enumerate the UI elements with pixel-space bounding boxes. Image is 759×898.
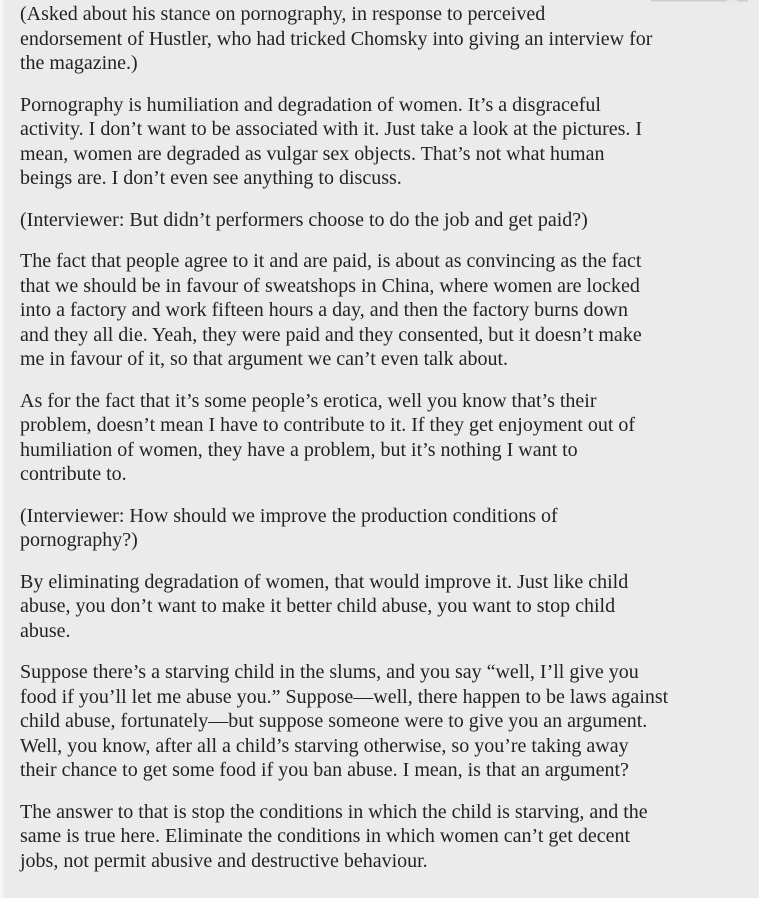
paragraph-answer <box>20 800 753 874</box>
text-line: As for the fact that it’s some people’s erotica, well you know that’s their <box>20 389 597 412</box>
transcript <box>20 2 753 873</box>
text-line: endorsement of Hustler, who had tricked Chomsky into giving an interview for <box>20 27 653 50</box>
text-line: that we should be in favour of sweatshops in China, where women are locked <box>20 274 640 297</box>
text-line: Pornography is humiliation and degradation of women. It’s a disgraceful <box>20 93 601 116</box>
text-line: humiliation of women, they have a problem, but it’s nothing I want to <box>20 438 578 461</box>
text-line: abuse, you don’t want to make it better child abuse, you want to stop child <box>20 595 616 617</box>
paragraph-interviewer-question <box>20 504 753 553</box>
text-line: into a factory and work fifteen hours a day, and then the factory burns down <box>20 299 628 321</box>
text-line: jobs, not permit abusive and destructive behaviour. <box>20 849 428 872</box>
text-line: and they all die. Yeah, they were paid and they consented, but it doesn’t make <box>20 323 642 346</box>
page-left-edge-highlight <box>0 0 5 898</box>
paragraph-answer <box>20 570 753 644</box>
text-line: me in favour of it, so that argument we can’t even talk about. <box>20 348 509 370</box>
text-line: pornography?) <box>20 529 138 551</box>
text-line: same is true here. Eliminate the conditions in which women can’t get decent <box>20 825 630 847</box>
text-line: (Asked about his stance on pornography, in response to perceived <box>20 3 546 25</box>
text-line: The answer to that is stop the conditions in which the child is starving, and the <box>20 800 648 823</box>
text-line: beings are. I don’t even see anything to discuss. <box>20 167 402 189</box>
text-line: contribute to. <box>20 463 127 485</box>
text-line: (Interviewer: But didn’t performers choose to do the job and get paid?) <box>20 208 588 231</box>
text-line: problem, doesn’t mean I have to contribute to it. If they get enjoyment out of <box>20 414 636 436</box>
paragraph-answer <box>20 389 753 487</box>
paragraph-answer <box>20 93 753 191</box>
text-line: the magazine.) <box>20 52 138 74</box>
text-line: Suppose there’s a starving child in the slums, and you say “well, I’ll give you <box>20 661 639 683</box>
text-line: child abuse, fortunately—but suppose someone were to give you an argument. <box>20 710 648 732</box>
text-line: activity. I don’t want to be associated with it. Just take a look at the pictures. I <box>20 118 643 140</box>
text-line: By eliminating degradation of women, that would improve it. Just like child <box>20 570 629 593</box>
text-line: Well, you know, after all a child’s starving otherwise, so you’re taking away <box>20 734 629 757</box>
paragraph-answer <box>20 249 753 372</box>
text-line: (Interviewer: How should we improve the production conditions of <box>20 504 558 527</box>
text-line: food if you’ll let me abuse you.” Suppose—well, there happen to be laws against <box>20 685 669 708</box>
text-line: abuse. <box>20 619 71 642</box>
paragraph-answer <box>20 660 753 783</box>
paragraph-interviewer-question <box>20 208 753 233</box>
text-line: mean, women are degraded as vulgar sex objects. That’s not what human <box>20 142 605 165</box>
paragraph-context-note <box>20 2 753 76</box>
text-line: their chance to get some food if you ban abuse. I mean, is that an argument? <box>20 759 629 781</box>
text-line: The fact that people agree to it and are paid, is about as convincing as the fact <box>20 250 642 272</box>
